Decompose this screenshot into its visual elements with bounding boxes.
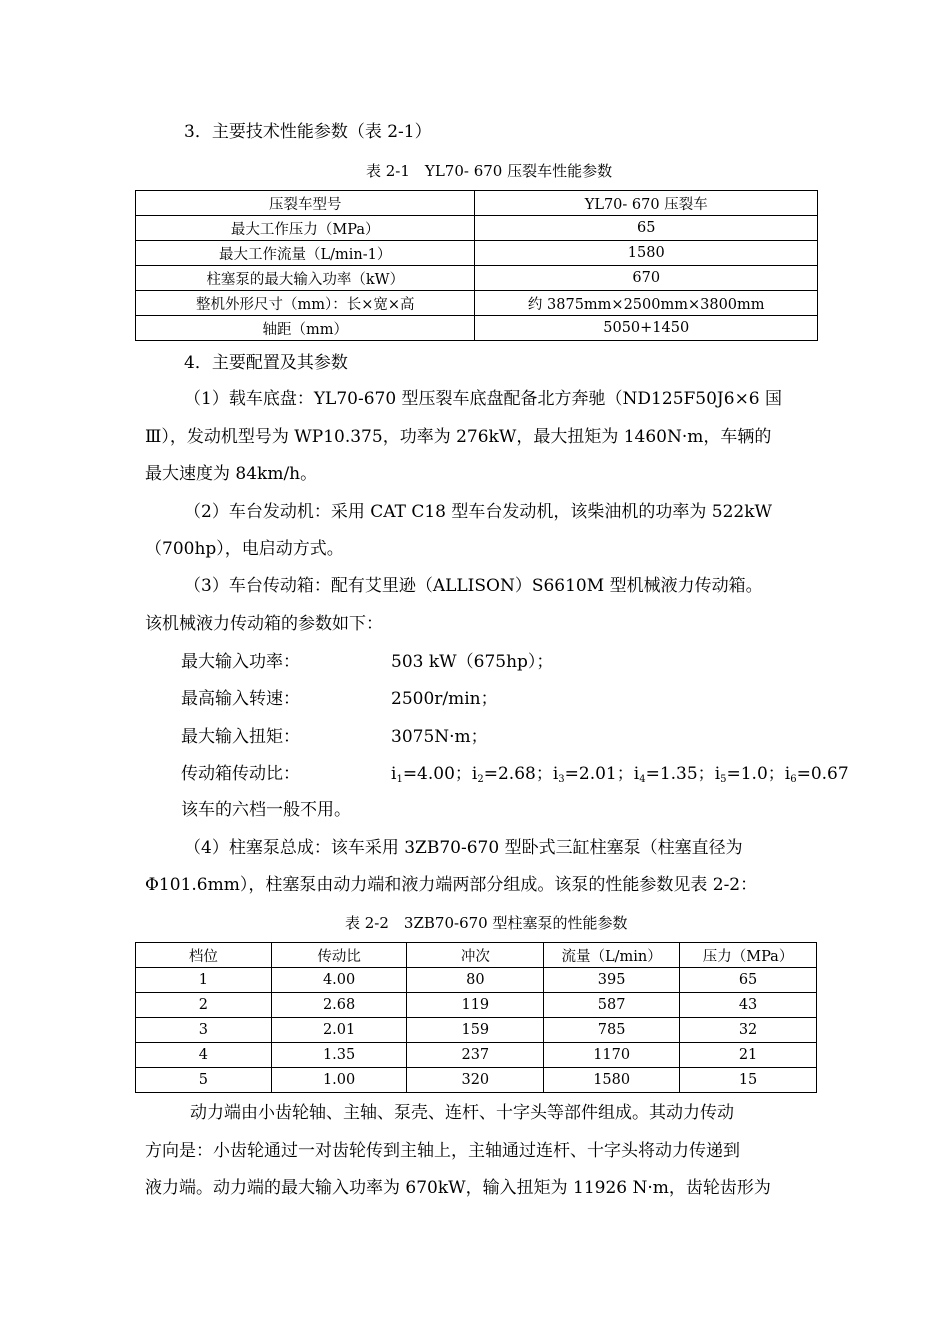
table-row	[136, 1018, 817, 1043]
table-cell: 整机外形尺寸（mm）：长×宽×高	[136, 291, 475, 316]
ratio-item: $i_2=2.68$；	[471, 764, 553, 785]
table-cell: 3	[136, 1018, 272, 1043]
table-cell: 1.00	[271, 1068, 407, 1093]
table-row	[136, 191, 818, 216]
table-cell: 柱塞泵的最大输入功率（kW）	[136, 266, 475, 291]
table-cell: 5	[136, 1068, 272, 1093]
table-row	[136, 241, 818, 266]
table-cell: 约 3875mm×2500mm×3800mm	[475, 291, 818, 316]
table-caption: 表 2-2 3ZB70-670 型柱塞泵的性能参数	[345, 914, 628, 932]
table-header-cell: 传动比	[271, 943, 407, 968]
param-value: 2500r/min；	[391, 689, 498, 709]
table-cell: 5050+1450	[475, 316, 818, 341]
table-cell: 65	[475, 216, 818, 241]
table-header-cell: 冲次	[407, 943, 544, 968]
section-heading-4: 4．主要配置及其参数	[184, 353, 348, 373]
performance-table	[135, 190, 818, 341]
table-cell: 1.35	[271, 1043, 407, 1068]
section-heading-3: 3．主要技术性能参数（表 2-1）	[184, 122, 432, 142]
table-header-cell: 压力（MPa）	[680, 943, 817, 968]
table-row	[136, 1043, 817, 1068]
paragraph-line: （700hp），电启动方式。	[145, 539, 344, 559]
table-cell: 4.00	[271, 968, 407, 993]
table-cell: 最大工作流量（L/min-1）	[136, 241, 475, 266]
paragraph-line: Ⅲ），发动机型号为 WP10.375，功率为 276kW，最大扭矩为 1460N·m，车辆的	[145, 427, 772, 447]
table-cell: 2.01	[271, 1018, 407, 1043]
table-cell: 43	[680, 993, 817, 1018]
paragraph-line: （3）车台传动箱：配有艾里逊（ALLISON）S6610M 型机械液力传动箱。	[184, 576, 763, 596]
table-cell: 2.68	[271, 993, 407, 1018]
table-cell: 119	[407, 993, 544, 1018]
table-cell: 压裂车型号	[136, 191, 475, 216]
paragraph-line: （2）车台发动机：采用 CAT C18 型车台发动机，该柴油机的功率为 522kW	[184, 502, 772, 522]
table-cell: 4	[136, 1043, 272, 1068]
table-cell: 1170	[544, 1043, 680, 1068]
ratio-values	[391, 766, 849, 783]
table-header-row	[136, 943, 817, 968]
paragraph-line: 液力端。动力端的最大输入功率为 670kW，输入扭矩为 11926 N·m，齿轮齿形为	[145, 1178, 771, 1198]
param-value: 3075N·m；	[391, 727, 488, 747]
table-caption: 表 2-1 YL70- 670 压裂车性能参数	[366, 162, 613, 180]
paragraph-line: （1）载车底盘：YL70-670 型压裂车底盘配备北方奔驰（ND125F50J6×6 国	[184, 389, 783, 409]
table-row	[136, 291, 818, 316]
table-header-cell: 档位	[136, 943, 272, 968]
param-label: 最高输入转速：	[181, 689, 300, 709]
paragraph-line: 动力端由小齿轮轴、主轴、泵壳、连杆、十字头等部件组成。其动力传动	[190, 1103, 734, 1123]
table-cell: 670	[475, 266, 818, 291]
table-cell: 21	[680, 1043, 817, 1068]
table-row	[136, 266, 818, 291]
table-cell: 轴距（mm）	[136, 316, 475, 341]
table-cell: 80	[407, 968, 544, 993]
table-cell: 395	[544, 968, 680, 993]
paragraph-line: 最大速度为 84km/h。	[145, 464, 318, 484]
table-cell: 1580	[475, 241, 818, 266]
table-row	[136, 1068, 817, 1093]
table-row	[136, 216, 818, 241]
param-label: 最大输入功率：	[181, 652, 300, 672]
param-value: 503 kW（675hp）；	[391, 652, 554, 672]
ratio-item: $i_5=1.0$；	[714, 764, 785, 785]
ratio-item: $i_1=4.00$；	[391, 764, 472, 785]
param-label: 最大输入扭矩：	[181, 727, 300, 747]
table-cell: 最大工作压力（MPa）	[136, 216, 475, 241]
pump-performance-table	[135, 942, 817, 1093]
paragraph-line: （4）柱塞泵总成：该车采用 3ZB70-670 型卧式三缸柱塞泵（柱塞直径为	[184, 838, 743, 858]
ratio-label: 传动箱传动比：	[181, 764, 300, 784]
table-cell: 32	[680, 1018, 817, 1043]
table-cell: 1580	[544, 1068, 680, 1093]
paragraph-line: 该车的六档一般不用。	[181, 800, 351, 820]
table-cell: 320	[407, 1068, 544, 1093]
paragraph-line: 该机械液力传动箱的参数如下：	[145, 614, 383, 634]
table-cell: 785	[544, 1018, 680, 1043]
ratio-item: $i_4=1.35$；	[633, 764, 715, 785]
ratio-item: $i_6=0.67$	[784, 764, 849, 785]
table-cell: 15	[680, 1068, 817, 1093]
table-row	[136, 993, 817, 1018]
paragraph-line: Φ101.6mm），柱塞泵由动力端和液力端两部分组成。该泵的性能参数见表 2-2：	[145, 875, 758, 895]
paragraph-line: 方向是：小齿轮通过一对齿轮传到主轴上，主轴通过连杆、十字头将动力传递到	[145, 1141, 740, 1161]
table-header-cell: 流量（L/min）	[544, 943, 680, 968]
table-cell: 587	[544, 993, 680, 1018]
table-cell: 2	[136, 993, 272, 1018]
ratio-item: $i_3=2.01$；	[552, 764, 634, 785]
table-row	[136, 316, 818, 341]
table-cell: 1	[136, 968, 272, 993]
table-cell: 159	[407, 1018, 544, 1043]
table-row	[136, 968, 817, 993]
table-cell: 237	[407, 1043, 544, 1068]
table-cell: YL70- 670 压裂车	[475, 191, 818, 216]
table-cell: 65	[680, 968, 817, 993]
